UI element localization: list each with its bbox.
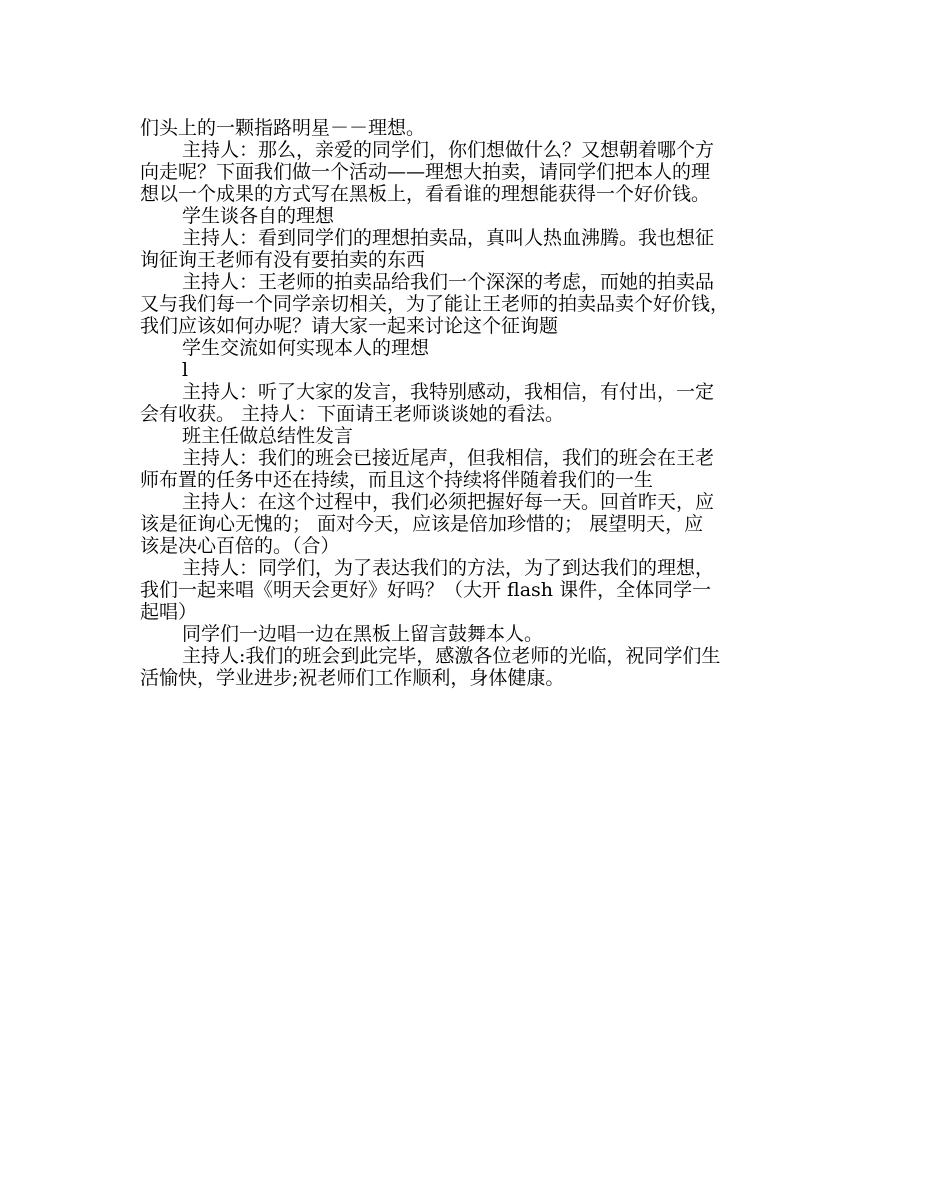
text-line: 主持人：同学们，为了表达我们的方法，为了到达我们的理想，	[182, 557, 715, 579]
text-line: 询征询王老师有没有要拍卖的东西	[140, 249, 426, 271]
text-line: 又与我们每一个同学亲切相关，为了能让王老师的拍卖品卖个好价钱，	[140, 293, 730, 315]
text-line: 活愉快，学业进步;祝老师们工作顺利，身体健康。	[140, 667, 565, 689]
text-line: 学生交流如何实现本人的理想	[182, 337, 430, 359]
text-line: 向走呢？下面我们做一个活动——理想大拍卖，请同学们把本人的理	[140, 161, 711, 183]
text-line: 师布置的任务中还在持续，而且这个持续将伴随着我们的一生	[140, 469, 654, 491]
text-line: 同学们一边唱一边在黑板上留言鼓舞本人。	[182, 623, 544, 645]
text-line: 主持人：看到同学们的理想拍卖品，真叫人热血沸腾。我也想征	[182, 227, 715, 249]
text-line: l	[182, 359, 189, 381]
text-line: 学生谈各自的理想	[182, 205, 335, 227]
text-line: 主持人：我们的班会已接近尾声，但我相信，我们的班会在王老	[182, 447, 715, 469]
document-body	[140, 117, 815, 689]
text-line: 该是征询心无愧的； 面对今天，应该是倍加珍惜的； 展望明天，应	[140, 513, 704, 535]
text-line: 们头上的一颗指路明星－－理想。	[140, 117, 426, 139]
text-line: 主持人：听了大家的发言，我特别感动，我相信，有付出，一定	[182, 381, 715, 403]
text-line: 该是决心百倍的。（合）	[140, 535, 340, 557]
text-line: 起唱）	[140, 601, 198, 623]
text-line: 主持人：在这个过程中，我们必须把握好每一天。回首昨天，应	[182, 491, 715, 513]
text-line: 想以一个成果的方式写在黑板上，看看谁的理想能获得一个好价钱。	[140, 183, 711, 205]
text-line: 主持人：那么，亲爱的同学们，你们想做什么？又想朝着哪个方	[182, 139, 715, 161]
text-line: 我们应该如何办呢？请大家一起来讨论这个征询题	[140, 315, 559, 337]
text-line: 主持人：王老师的拍卖品给我们一个深深的考虑，而她的拍卖品	[182, 271, 715, 293]
text-line: 班主任做总结性发言	[182, 425, 354, 447]
text-line: 我们一起来唱《明天会更好》好吗？（大开 flash 课件，全体同学一	[140, 579, 712, 601]
text-line: 主持人:我们的班会到此完毕，感激各位老师的光临，祝同学们生	[182, 645, 721, 667]
text-line: 会有收获。 主持人：下面请王老师谈谈她的看法。	[140, 403, 565, 425]
